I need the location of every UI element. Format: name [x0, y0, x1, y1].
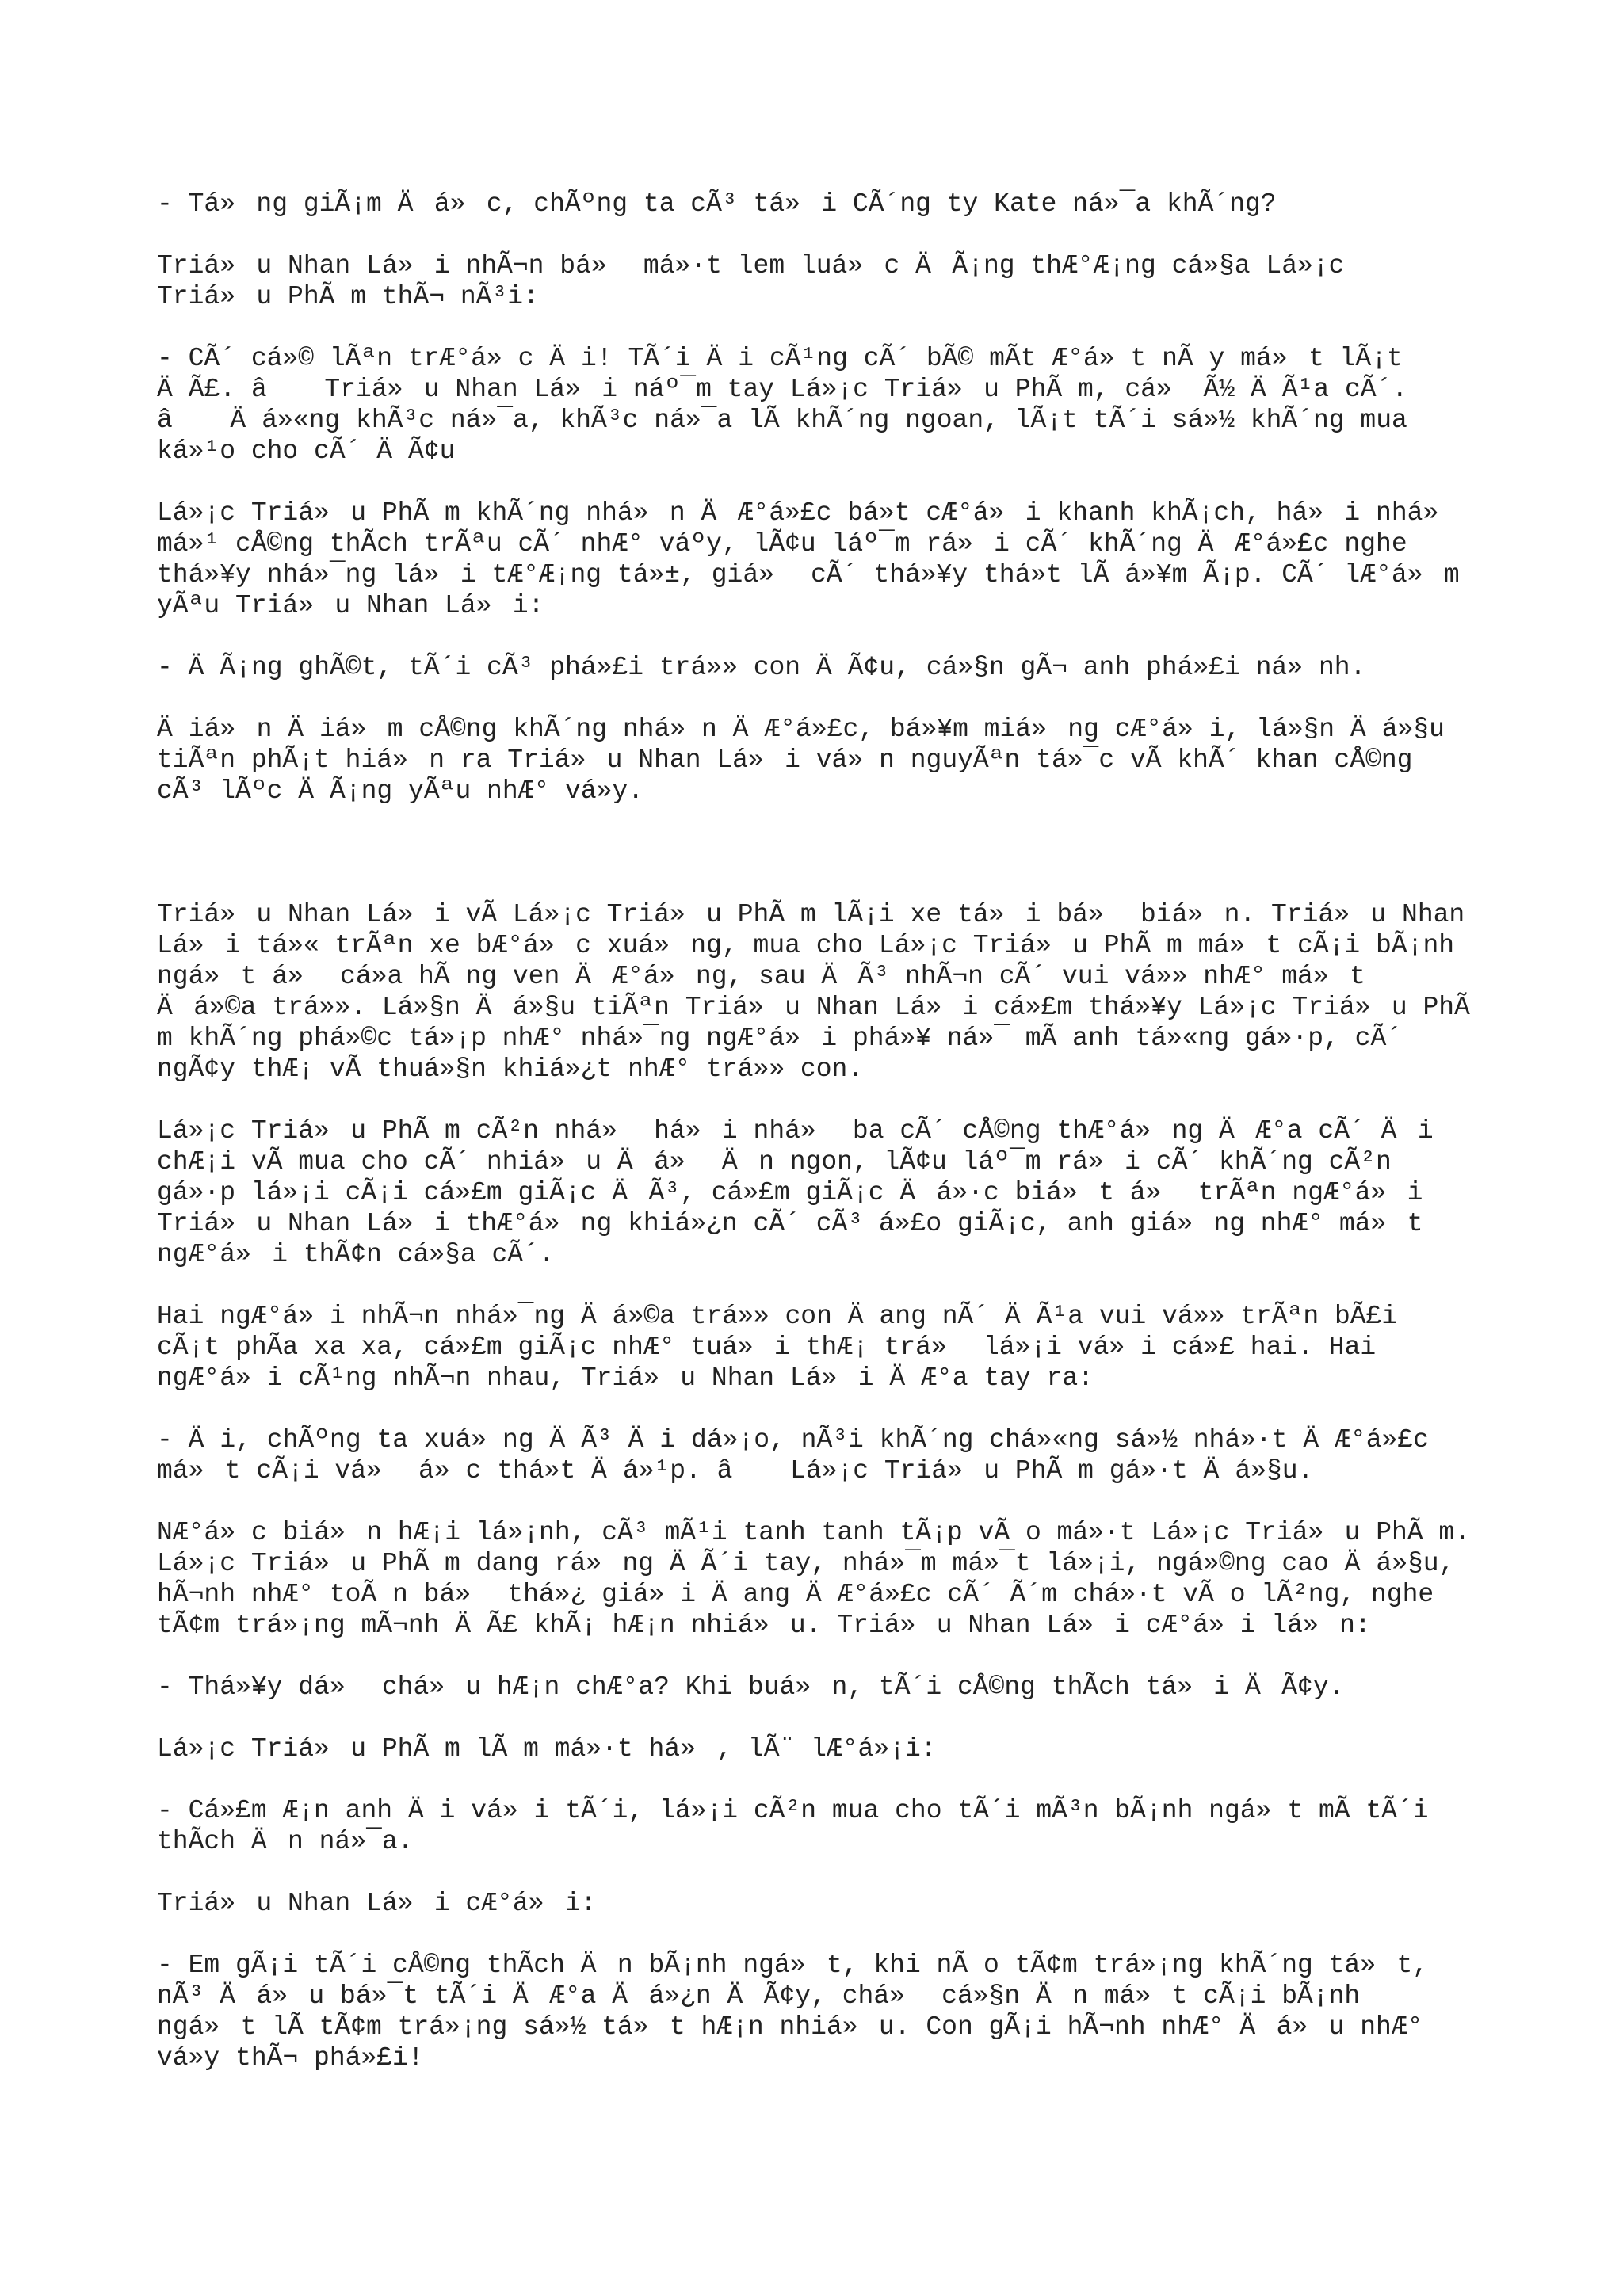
paragraph: - Em gÃ¡i tÃ´i cÅ©ng thÃch Än bÃ¡nh ngá»t, khi nÃ o tÃ¢m trá»¡ng khÃ´ng tá»t, nÃ³ Äá»u bá»¯t tÃ´i ÄÆ°a Äá»¿n ÄÃ¢y, chá» cá»§n Än má»t cÃ¡i bÃ¡nh ngá»t lÃ tÃ¢m trá»¡ng sá»½ tá»t hÆ¡n nhiá»u. Con gÃ¡i hÃ¬nh nhÆ° Äá»u nhÆ° vá»y thÃ¬ phá»£i!	[157, 1951, 1429, 2073]
paragraph: Triá»u Nhan Lá»i nhÃ¬n bá» má»·t lem luá»c ÄÃ¡ng thÆ°Æ¡ng cá»§a Lá»¡c Triá»u PhÃ m thÃ¬ nÃ³i:	[157, 251, 1345, 311]
paragraph: Lá»¡c Triá»u PhÃ m lÃ m má»·t há», lÃ¨ lÆ°á»¡i:	[157, 1734, 937, 1764]
paragraph: NÆ°á»c biá»n hÆ¡i lá»¡nh, cÃ³ mÃ¹i tanh tanh tÃ¡p vÃ o má»·t Lá»¡c Triá»u PhÃ m. Lá»¡c Triá»u PhÃ m dang rá»ng ÄÃ´i tay, nhá»¯m má»¯t lá»¡i, ngá»©ng cao Äá»§u, hÃ¬nh nhÆ° toÃ n bá» thá»¿ giá»i Äang ÄÆ°á»£c cÃ´ Ã´m chá»·t vÃ o lÃ²ng, nghe tÃ¢m trá»¡ng mÃ¬nh ÄÃ£ khÃ¡ hÆ¡n nhiá»u. Triá»u Nhan Lá»i cÆ°á»i lá»n:	[157, 1518, 1471, 1640]
paragraph: Äiá»n Äiá»m cÅ©ng khÃ´ng nhá»n ÄÆ°á»£c, bá»¥m miá»ng cÆ°á»i, lá»§n Äá»§u tiÃªn phÃ¡t hiá»n ra Triá»u Nhan Lá»i vá»n nguyÃªn tá»¯c vÃ khÃ´ khan cÅ©ng cÃ³ lÃºc ÄÃ¡ng yÃªu nhÆ° vá»y.	[157, 715, 1445, 806]
paragraph: - Thá»¥y dá» chá»u hÆ¡n chÆ°a? Khi buá»n, tÃ´i cÅ©ng thÃch tá»i ÄÃ¢y.	[157, 1672, 1345, 1702]
paragraph: Triá»u Nhan Lá»i vÃ Lá»¡c Triá»u PhÃ m lÃ¡i xe tá»i bá» biá»n. Triá»u Nhan Lá»i tá»« trÃªn xe bÆ°á»c xuá»ng, mua cho Lá»¡c Triá»u PhÃ m má»t cÃ¡i bÃ¡nh ngá»t á» cá»a hÃ ng ven ÄÆ°á»ng, sau ÄÃ³ nhÃ¬n cÃ´ vui vá»» nhÆ° má»t Äá»©a trá»». Lá»§n Äá»§u tiÃªn Triá»u Nhan Lá»i cá»£m thá»¥y Lá»¡c Triá»u PhÃ m khÃ´ng phá»©c tá»¡p nhÆ° nhá»¯ng ngÆ°á»i phá»¥ ná»¯ mÃ anh tá»«ng gá»·p, cÃ´ ngÃ¢y thÆ¡ vÃ thuá»§n khiá»¿t nhÆ° trá»» con.	[157, 900, 1470, 1084]
paragraph: - Cá»£m Æ¡n anh Äi vá»i tÃ´i, lá»¡i cÃ²n mua cho tÃ´i mÃ³n bÃ¡nh ngá»t mÃ tÃ´i thÃch Än ná»¯a.	[157, 1796, 1429, 1856]
blank-gap	[157, 837, 1472, 899]
paragraph: - Tá»ng giÃ¡m Äá»c, chÃºng ta cÃ³ tá»i CÃ´ng ty Kate ná»¯a khÃ´ng?	[157, 189, 1277, 219]
paragraph: - CÃ´ cá»© lÃªn trÆ°á»c Äi! TÃ´i Äi cÃ¹ng cÃ´ bÃ© mÃt Æ°á»t nÃ y má»t lÃ¡t ÄÃ£. â Triá»u Nhan Lá»i náº¯m tay Lá»¡c Triá»u PhÃ m, cá» Ã½ ÄÃ¹a cÃ´. â Äá»«ng khÃ³c ná»¯a, khÃ³c ná»¯a lÃ khÃ´ng ngoan, lÃ¡t tÃ´i sá»½ khÃ´ng mua ká»¹o cho cÃ´ ÄÃ¢u	[157, 344, 1408, 466]
paragraph: Triá»u Nhan Lá»i cÆ°á»i:	[157, 1889, 597, 1918]
paragraph: - Äi, chÃºng ta xuá»ng ÄÃ³ Äi dá»¡o, nÃ³i khÃ´ng chá»«ng sá»½ nhá»·t ÄÆ°á»£c má»t cÃ¡i vá» á»c thá»t Äá»¹p. â Lá»¡c Triá»u PhÃ m gá»·t Äá»§u.	[157, 1425, 1429, 1486]
document-body	[157, 189, 1472, 2104]
paragraph: Hai ngÆ°á»i nhÃ¬n nhá»¯ng Äá»©a trá»» con Äang nÃ´ ÄÃ¹a vui vá»» trÃªn bÃ£i cÃ¡t phÃa xa xa, cá»£m giÃ¡c nhÆ° tuá»i thÆ¡ trá» lá»¡i vá»i cá»£ hai. Hai ngÆ°á»i cÃ¹ng nhÃ¬n nhau, Triá»u Nhan Lá»i ÄÆ°a tay ra:	[157, 1302, 1398, 1393]
paragraph: - ÄÃ¡ng ghÃ©t, tÃ´i cÃ³ phá»£i trá»» con ÄÃ¢u, cá»§n gÃ¬ anh phá»£i ná»nh.	[157, 653, 1366, 682]
paragraph: Lá»¡c Triá»u PhÃ m cÃ²n nhá» há»i nhá» ba cÃ´ cÅ©ng thÆ°á»ng ÄÆ°a cÃ´ Äi chÆ¡i vÃ mua cho cÃ´ nhiá»u Äá» Än ngon, lÃ¢u láº¯m rá»i cÃ´ khÃ´ng cÃ²n gá»·p lá»¡i cÃ¡i cá»£m giÃ¡c ÄÃ³, cá»£m giÃ¡c Äá»·c biá»t á» trÃªn ngÆ°á»i Triá»u Nhan Lá»i thÆ°á»ng khiá»¿n cÃ´ cÃ³ á»£o giÃ¡c, anh giá»ng nhÆ° má»t ngÆ°á»i thÃ¢n cá»§a cÃ´.	[157, 1116, 1434, 1269]
paragraph: Lá»¡c Triá»u PhÃ m khÃ´ng nhá»n ÄÆ°á»£c bá»t cÆ°á»i khanh khÃ¡ch, há»i nhá» má»¹ cÅ©ng thÃch trÃªu cÃ´ nhÆ° váºy, lÃ¢u láº¯m rá»i cÃ´ khÃ´ng ÄÆ°á»£c nghe thá»¥y nhá»¯ng lá»i tÆ°Æ¡ng tá»±, giá» cÃ´ thá»¥y thá»t lÃ á»¥m Ã¡p. CÃ´ lÆ°á»m yÃªu Triá»u Nhan Lá»i:	[157, 498, 1460, 620]
